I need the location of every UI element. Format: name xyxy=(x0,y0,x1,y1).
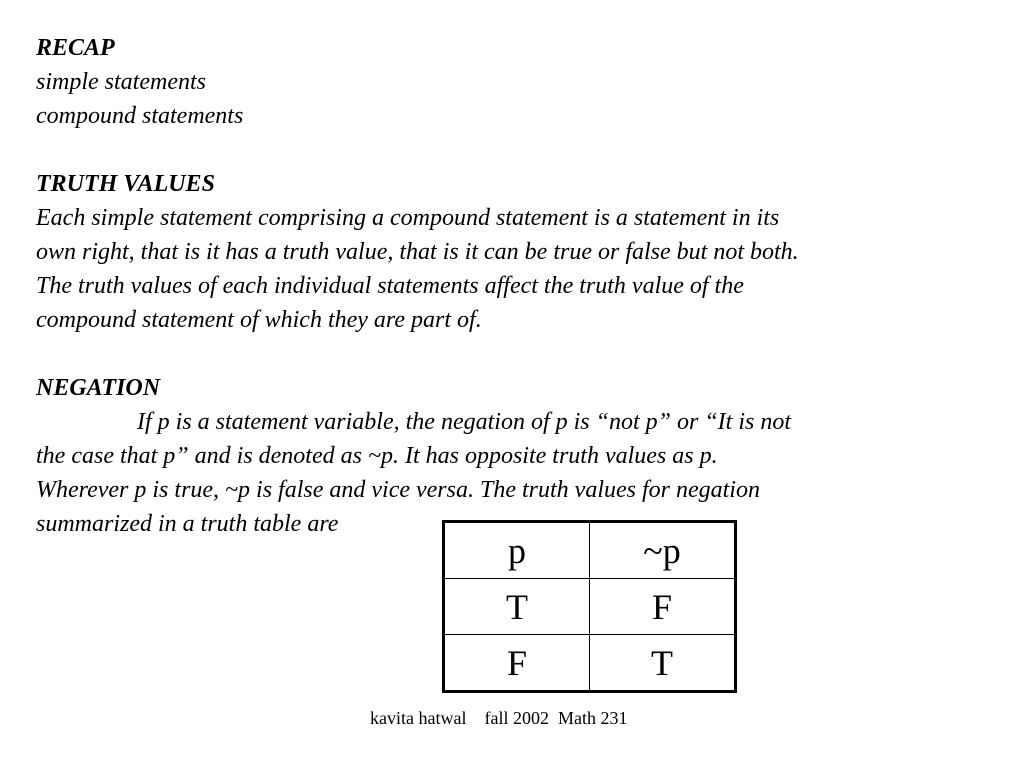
table-header-cell: ~p xyxy=(590,522,736,579)
spacer xyxy=(36,133,956,167)
negation-line: the case that p” and is denoted as ~p. It has opposite truth values as p. xyxy=(36,443,718,469)
negation-line: summarized in a truth table are xyxy=(36,511,339,537)
table-row xyxy=(444,579,736,635)
table-cell: T xyxy=(590,635,736,692)
negation-heading: NEGATION xyxy=(36,375,161,401)
truth-values-heading: TRUTH VALUES xyxy=(36,171,215,197)
truth-values-line: own right, that is it has a truth value, that is it can be true or false but not both. xyxy=(36,239,799,265)
truth-values-line: Each simple statement comprising a compound statement is a statement in its xyxy=(36,205,780,231)
table-cell: F xyxy=(444,635,590,692)
table-cell: T xyxy=(444,579,590,635)
table-header-row xyxy=(444,522,736,579)
table-row xyxy=(444,635,736,692)
spacer xyxy=(36,337,956,371)
negation-line: Wherever p is true, ~p is false and vice versa. The truth values for negation xyxy=(36,477,760,503)
recap-item: compound statements xyxy=(36,103,244,129)
slide-body xyxy=(36,31,956,541)
negation-truth-table xyxy=(442,520,737,693)
truth-values-line: compound statement of which they are part of. xyxy=(36,307,482,333)
slide-footer: kavita hatwal fall 2002 Math 231 xyxy=(370,708,628,728)
negation-line: If p is a statement variable, the negation of p is “not p” or “It is not xyxy=(137,409,791,435)
recap-heading: RECAP xyxy=(36,35,115,61)
table-cell: F xyxy=(590,579,736,635)
table-header-cell: p xyxy=(444,522,590,579)
recap-item: simple statements xyxy=(36,69,206,95)
truth-values-line: The truth values of each individual statements affect the truth value of the xyxy=(36,273,744,299)
